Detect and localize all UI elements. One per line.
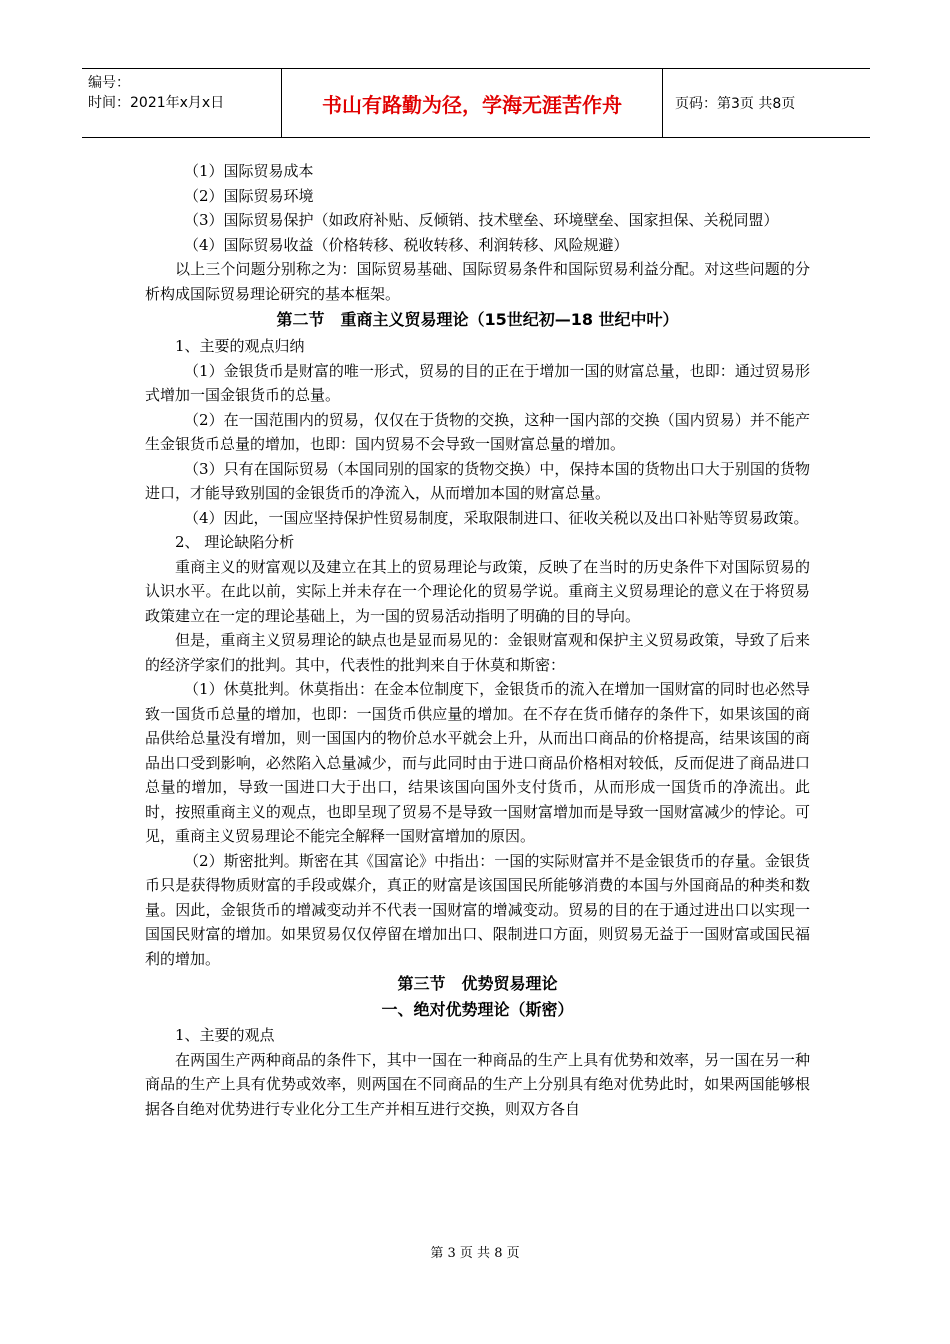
paragraph: 重商主义的财富观以及建立在其上的贸易理论与政策，反映了在当时的历史条件下对国际贸易的认识水平。在此以前，实际上并未存在一个理论化的贸易学说。重商主义贸易理论的意义在于将贸易政策建立在一定的理论基础上，为一国的贸易活动指明了明确的目的导向。 — [145, 557, 810, 625]
page-footer: 第 3 页 共 8 页 — [430, 1246, 520, 1261]
section-subtitle: 一、绝对优势理论（斯密） — [381, 1000, 574, 1019]
paragraph: （4）国际贸易收益（价格转移、税收转移、利润转移、风险规避） — [184, 235, 629, 254]
section-heading: 第三节 优势贸易理论 — [397, 974, 558, 993]
paragraph: （1）国际贸易成本 — [184, 162, 314, 180]
paragraph: （2）国际贸易环境 — [184, 186, 314, 205]
section-heading: 第二节 重商主义贸易理论（15世纪初—18 世纪中叶） — [276, 310, 679, 329]
subheading: 1、主要的观点 — [175, 1026, 275, 1044]
paragraph: （4）因此，一国应坚持保护性贸易制度，采取限制进口、征收关税以及出口补贴等贸易政策。 — [184, 508, 809, 527]
header-page-number: 页码：第3页 共8页 — [675, 96, 796, 112]
paragraph: （1）休莫批判。休莫指出：在金本位制度下，金银货币的流入在增加一国财富的同时也必然导致一国货币总量的增加，也即：一国货币供应量的增加。在不存在货币储存的条件下，如果该国的商品供给总量没有增加，则一国国内的物价总水平就会上升，从而出口商品的价格提高，结果该国的商品出口受到影响，必然陷入总量减少，而与此同时由于进口商品价格相对较低，反而促进了商品进口总量的增加，导致一国进口大于出口，结果该国向国外支付货币，从而形成一国货币的净流出。此时，按照重商主义的观点，也即呈现了贸易不是导致一国财富增加而是导致一国财富减少的悖论。可见，重商主义贸易理论不能完全解释一国财富增加的原因。 — [145, 680, 810, 845]
document-body — [145, 159, 810, 1121]
document-number: 编号： — [88, 75, 130, 91]
paragraph: 但是，重商主义贸易理论的缺点也是显而易见的：金银财富观和保护主义贸易政策，导致了后来的经济学家们的批判。其中，代表性的批判来自于休莫和斯密： — [145, 631, 810, 674]
paragraph: 在两国生产两种商品的条件下，其中一国在一种商品的生产上具有优势和效率，另一国在另一种商品的生产上具有优势或效率，则两国在不同商品的生产上分别具有绝对优势此时，如果两国能够根据各自绝对优势进行专业化分工生产并相互进行交换，则双方各自 — [145, 1050, 810, 1118]
paragraph: 以上三个问题分别称之为：国际贸易基础、国际贸易条件和国际贸易利益分配。对这些问题的分析构成国际贸易理论研究的基本框架。 — [145, 260, 810, 303]
paragraph: （3）只有在国际贸易（本国同别的国家的货物交换）中，保持本国的货物出口大于别国的货物进口，才能导致别国的金银货币的净流入，从而增加本国的财富总量。 — [145, 459, 810, 502]
page-header — [82, 68, 870, 138]
subheading: 1、主要的观点归纳 — [175, 337, 305, 355]
subheading: 2、 理论缺陷分析 — [175, 533, 295, 551]
document-date: 时间：2021年x月x日 — [88, 95, 225, 111]
header-motto: 书山有路勤为径，学海无涯苦作舟 — [282, 69, 663, 137]
header-meta — [82, 69, 282, 137]
paragraph: （2）在一国范围内的贸易，仅仅在于货物的交换，这种一国内部的交换（国内贸易）并不能产生金银货币总量的增加，也即：国内贸易不会导致一国财富总量的增加。 — [145, 410, 810, 453]
paragraph: （1）金银货币是财富的唯一形式，贸易的目的正在于增加一国的财富总量，也即：通过贸易形式增加一国金银货币的总量。 — [145, 361, 810, 404]
paragraph: （3）国际贸易保护（如政府补贴、反倾销、技术壁垒、环境壁垒、国家担保、关税同盟） — [184, 211, 779, 229]
paragraph: （2）斯密批判。斯密在其《国富论》中指出：一国的实际财富并不是金银货币的存量。金银货币只是获得物质财富的手段或媒介，真正的财富是该国国民所能够消费的本国与外国商品的种类和数量。因此，金银货币的增减变动并不代表一国财富的增减变动。贸易的目的在于通过进出口以实现一国国民财富的增加。如果贸易仅仅停留在增加出口、限制进口方面，则贸易无益于一国财富或国民福利的增加。 — [145, 851, 810, 968]
